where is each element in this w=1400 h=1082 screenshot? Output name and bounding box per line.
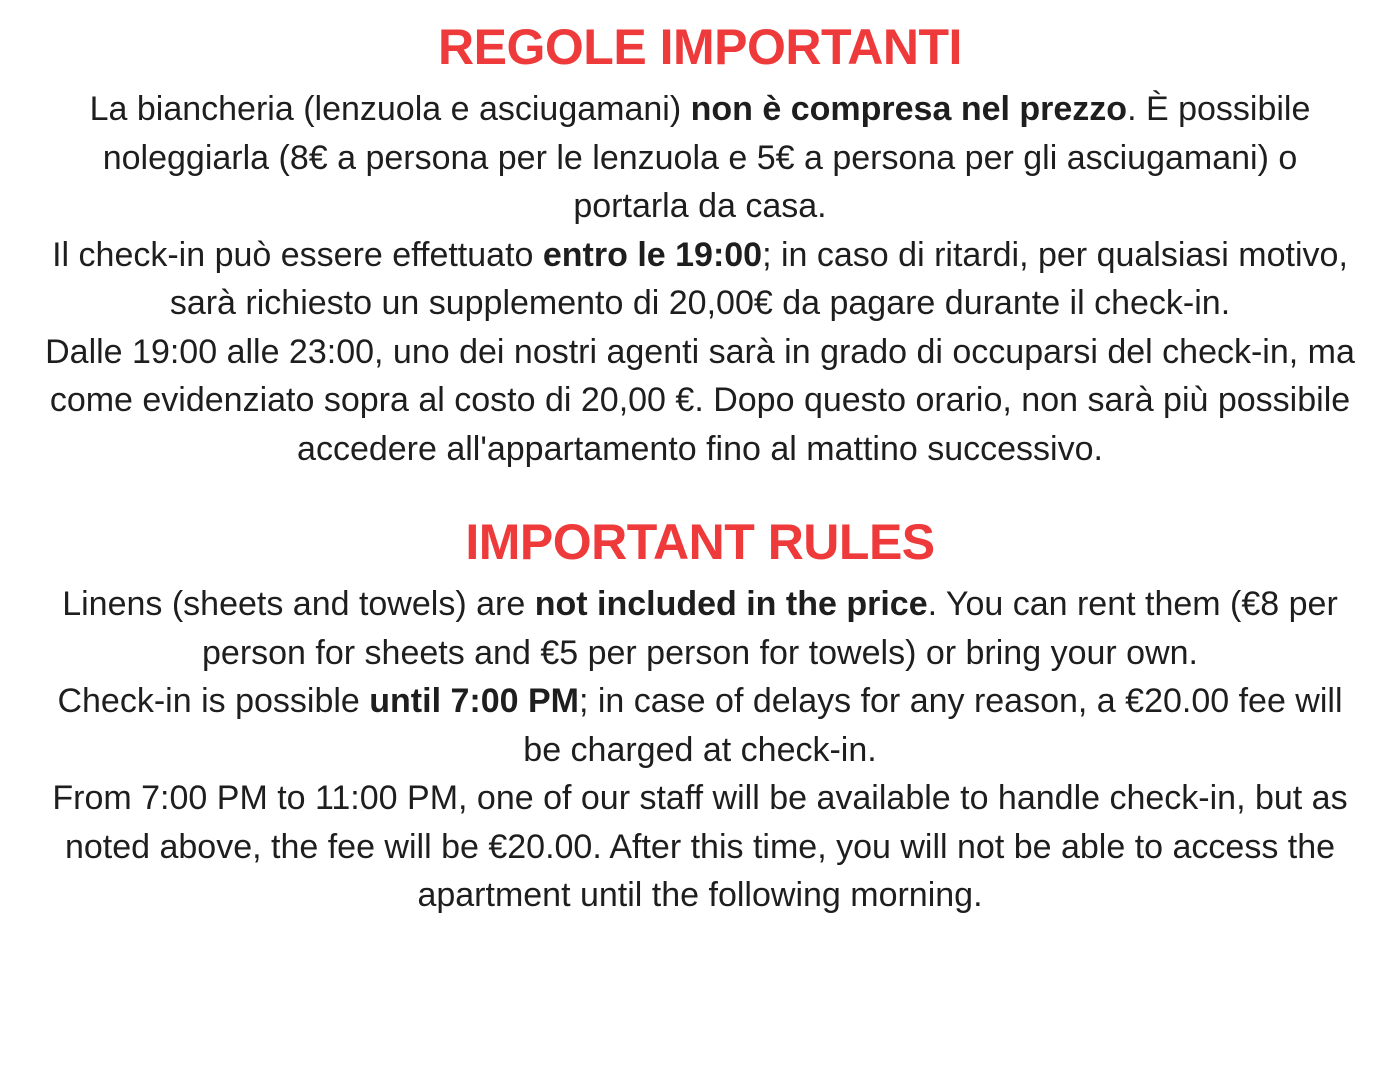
text-segment: Dalle 19:00 alle 23:00, uno dei nostri agenti sarà in grado di occuparsi del check-in, ma come evidenziato sopra al costo di 20,00 €. Dopo questo orario, non sarà più possibile accedere all'appartamento fino al mattino successivo. (45, 332, 1355, 468)
italian-heading: REGOLE IMPORTANTI (438, 19, 962, 75)
text-segment: Check-in is possible (57, 682, 370, 720)
english-paragraph-checkin (42, 677, 1358, 774)
italian-paragraph-checkin (42, 231, 1358, 328)
section-italian-rules (42, 20, 1358, 473)
text-segment: ; in case of delays for any reason, a €20.00 fee will be charged at check-in. (523, 682, 1343, 769)
text-segment: . È possibile noleggiarla (8€ a persona per le lenzuola e 5€ a persona per gli asciugamani) o portarla da casa. (102, 90, 1311, 225)
text-segment: From 7:00 PM to 11:00 PM, one of our staff will be available to handle check-in, but as noted above, the fee will be €20.00. After this time, you will not be able to access the apartment until the following morning. (52, 779, 1348, 914)
english-heading: IMPORTANT RULES (465, 514, 935, 570)
text-segment-bold: entro le 19:00 (542, 235, 763, 274)
section-english-rules (42, 515, 1358, 920)
text-segment: Il check-in può essere effettuato (52, 235, 543, 274)
english-paragraph-linens (42, 580, 1358, 677)
text-segment-bold: not included in the price (534, 585, 928, 623)
english-paragraph-late-checkin (42, 774, 1358, 920)
text-segment: Linens (sheets and towels) are (62, 585, 535, 623)
text-segment-bold: until 7:00 PM (369, 682, 579, 720)
text-segment-bold: non è compresa nel prezzo (690, 90, 1128, 128)
italian-paragraph-late-checkin (42, 328, 1358, 474)
text-segment: . You can rent them (€8 per person for sheets and €5 per person for towels) or bring your own. (202, 585, 1338, 672)
italian-paragraph-linens (42, 85, 1358, 231)
text-segment: ; in caso di ritardi, per qualsiasi motivo, sarà richiesto un supplemento di 20,00€ da pagare durante il check-in. (169, 235, 1348, 322)
text-segment: La biancheria (lenzuola e asciugamani) (89, 90, 691, 128)
